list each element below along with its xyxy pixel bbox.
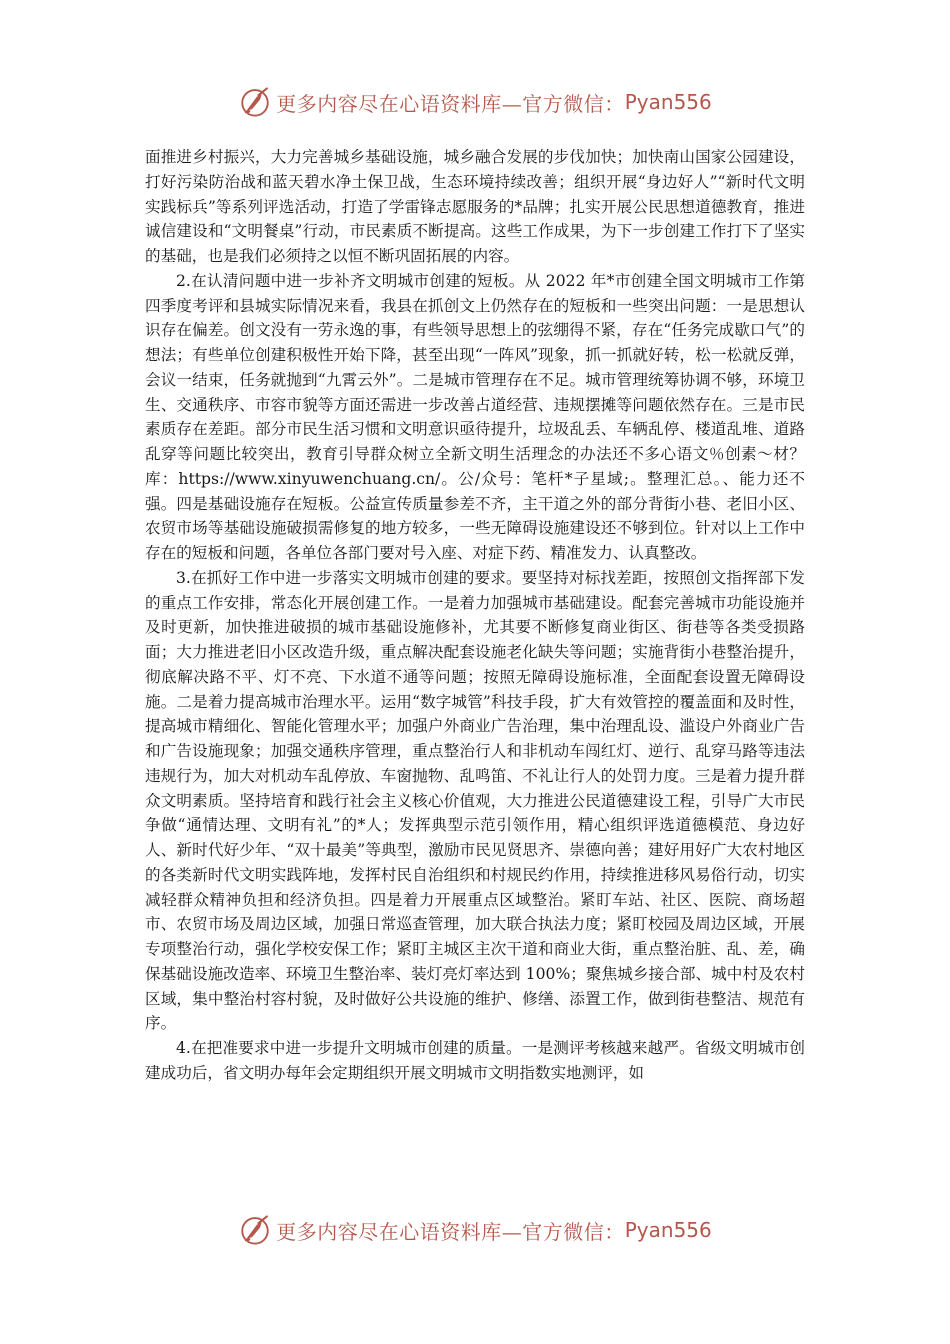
banner-slogan: 更多内容尽在心语资料库—官方微信：	[276, 1219, 625, 1244]
header-banner	[0, 82, 950, 122]
paragraph-continuation: 面推进乡村振兴，大力完善城乡基础设施，城乡融合发展的步伐加快；加快南山国家公园建设，打好污染防治战和蓝天碧水净土保卫战，生态环境持续改善；组织开展“身边好人”“新时代文明实践标兵”等系列评选活动，打造了学雷锋志愿服务的*品牌；扎实开展公民思想道德教育，推进诚信建设和“文明餐桌”行动，市民素质不断提高。这些工作成果，为下一步创建工作打下了坚实的基础，也是我们必须持之以恒不断巩固拓展的内容。	[145, 148, 805, 265]
paragraph-section-4: 4.在把准要求中进一步提升文明城市创建的质量。一是测评考核越来越严。省级文明城市创建成功后，省文明办每年会定期组织开展文明城市文明指数实地测评，如	[145, 1039, 805, 1082]
pen-logo-icon	[238, 1213, 272, 1247]
banner-slogan: 更多内容尽在心语资料库—官方微信：	[276, 91, 625, 116]
banner-wechat-id: Pyan556	[624, 1218, 712, 1242]
paragraph-section-2: 2.在认清问题中进一步补齐文明城市创建的短板。从 2022 年*市创建全国文明城市工作第四季度考评和县城实际情况来看，我县在抓创文上仍然存在的短板和一些突出问题：一是思想认识存在偏差。创文没有一劳永逸的事，有些领导思想上的弦绷得不紧，存在“任务完成歇口气”的想法；有些单位创建积极性开始下降，甚至出现“一阵风”现象，抓一抓就好转，松一松就反弹，会议一结束，任务就抛到“九霄云外”。二是城市管理存在不足。城市管理统筹协调不够，环境卫生、交通秩序、市容市貌等方面还需进一步改善占道经营、违规摆摊等问题依然存在。三是市民素质存在差距。部分市民生活习惯和文明意识亟待提升，垃圾乱丢、车辆乱停、楼道乱堆、道路乱穿等问题比较突出，教育引导群众树立全新文明生活理念的办法还不多心语文％创素～材？库：https://www.xinyuwenchuang.cn/。公/众号：笔杆*子星域;。整理汇总。、能力还不强。四是基础设施存在短板。公益宣传质量参差不齐，主干道之外的部分背街小巷、老旧小区、农贸市场等基础设施破损需修复的地方较多，一些无障碍设施建设还不够到位。针对以上工作中存在的短板和问题，各单位各部门要对号入座、对症下药、精准发力、认真整改。	[145, 271, 805, 562]
pen-logo-icon	[238, 85, 272, 119]
paragraph-section-3: 3.在抓好工作中进一步落实文明城市创建的要求。要坚持对标找差距，按照创文指挥部下发的重点工作安排，常态化开展创建工作。一是着力加强城市基础建设。配套完善城市功能设施并及时更新，加快推进破损的城市基础设施修补，尤其要不断修复商业街区、街巷等各类受损路面；大力推进老旧小区改造升级，重点解决配套设施老化缺失等问题；实施背街小巷整治提升，彻底解决路不平、灯不亮、下水道不通等问题；按照无障碍设施标准，全面配套设置无障碍设施。二是着力提高城市治理水平。运用“数字城管”科技手段，扩大有效管控的覆盖面和及时性，提高城市精细化、智能化管理水平；加强户外商业广告治理，集中治理乱设、滥设户外商业广告和广告设施现象；加强交通秩序管理，重点整治行人和非机动车闯红灯、逆行、乱穿马路等违法违规行为，加大对机动车乱停放、车窗抛物、乱鸣笛、不礼让行人的处罚力度。三是着力提升群众文明素质。坚持培育和践行社会主义核心价值观，大力推进公民道德建设工程，引导广大市民争做“通情达理、文明有礼”的*人；发挥典型示范引领作用，精心组织评选道德模范、身边好人、新时代好少年、“双十最美”等典型，激励市民见贤思齐、崇德向善；建好用好广大农村地区的各类新时代文明实践阵地，发挥村民自治组织和村规民约作用，持续推进移风易俗行动，切实减轻群众精神负担和经济负担。四是着力开展重点区域整治。紧盯车站、社区、医院、商场超市、农贸市场及周边区域，加强日常巡查管理，加大联合执法力度；紧盯校园及周边区域，开展专项整治行动，强化学校安保工作；紧盯主城区主次干道和商业大街，重点整治脏、乱、差，确保基础设施改造率、环境卫生整治率、装灯亮灯率达到 100%；聚焦城乡接合部、城中村及农村区域，集中整治村容村貌，及时做好公共设施的维护、修缮、添置工作，做到街巷整洁、规范有序。	[145, 568, 805, 1033]
footer-banner	[0, 1210, 950, 1250]
banner-wechat-id: Pyan556	[624, 90, 712, 114]
document-body	[145, 145, 805, 1086]
